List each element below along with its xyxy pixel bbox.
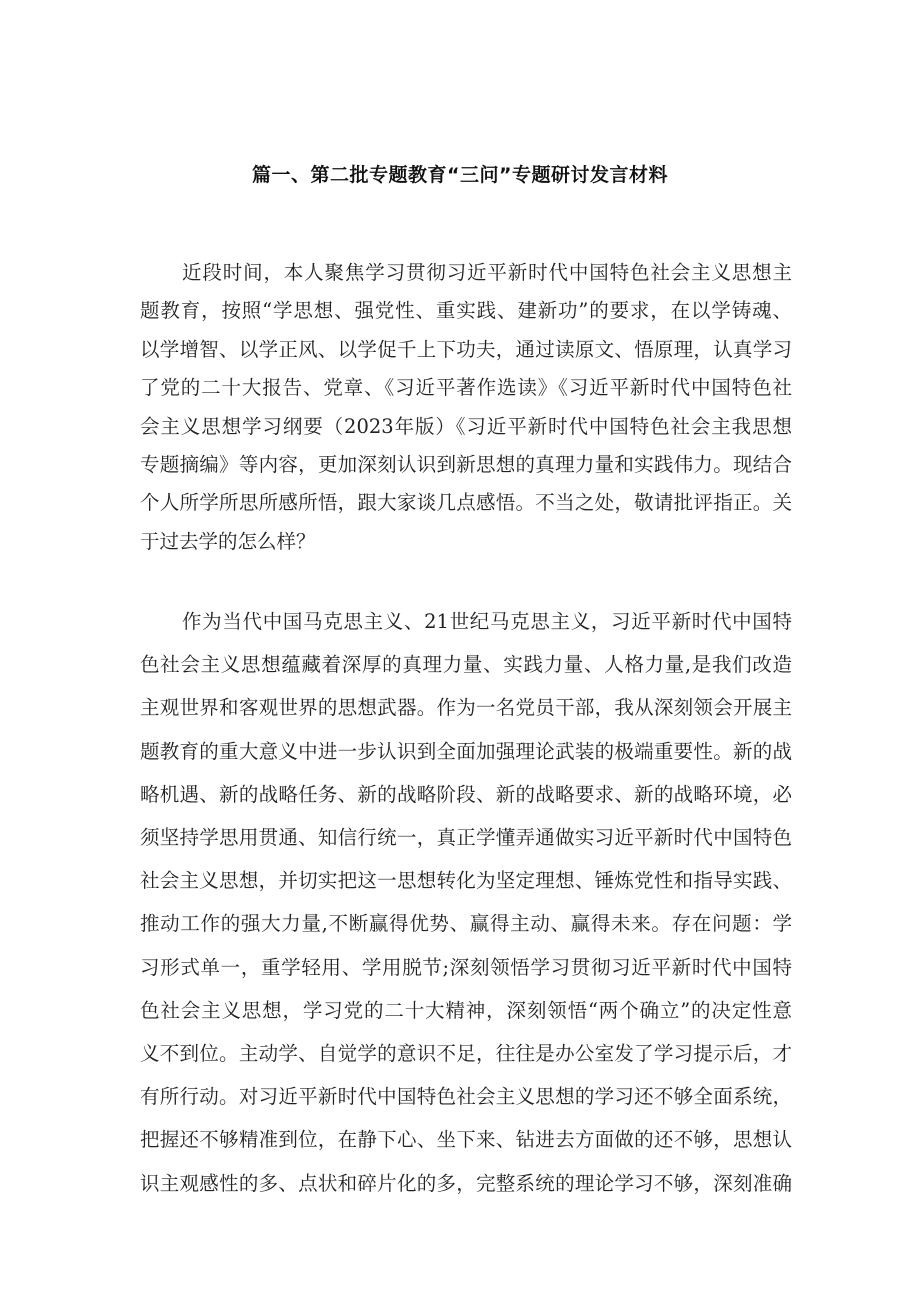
text-line: 了党的二十大报告、党章、《习近平著作选读》《习近平新时代中国特色社 — [140, 376, 792, 400]
text-line: 个人所学所思所感所悟，跟大家谈几点感悟。不当之处，敬请批评指正。关 — [140, 491, 792, 515]
text-line: 须坚持学思用贯通、知信行统一，真正学懂弄通做实习近平新时代中国特色 — [140, 826, 792, 849]
document-title: 篇一、第二批专题教育“三问”专题研讨发言材料 — [252, 164, 668, 186]
text-line: 以学增智、以学正风、以学促千上下功夫，通过读原文、悟原理，认真学习 — [140, 337, 792, 361]
text-line: 色社会主义思想蕴藏着深厚的真理力量、实践力量、人格力量,是我们改造 — [140, 653, 792, 677]
text-line: 推动工作的强大力量,不断赢得优势、赢得主动、赢得未来。存在问题：学 — [140, 912, 792, 936]
text-line: 专题摘编》等内容，更加深刻认识到新思想的真理力量和实践伟力。现结合 — [140, 453, 792, 476]
text-line: 会主义思想学习纲要（2023年版）《习近平新时代中国特色社会主我思想 — [140, 414, 792, 438]
text-line: 义不到位。主动学、自觉学的意识不足，往往是办公室发了学习提示后，才 — [140, 1042, 792, 1065]
text-line: 题教育，按照“学思想、强党性、重实践、建新功”的要求，在以学铸魂、 — [140, 299, 792, 323]
text-line: 有所行动。对习近平新时代中国特色社会主义思想的学习还不够全面系统， — [140, 1085, 792, 1109]
text-line: 把握还不够精准到位，在静下心、坐下来、钻进去方面做的还不够，思想认 — [140, 1128, 792, 1152]
text-line: 社会主义思想，并切实把这一思想转化为坚定理想、锤炼党性和指导实践、 — [140, 869, 792, 893]
text-line: 习形式单一，重学轻用、学用脱节;深刻领悟学习贯彻习近平新时代中国特 — [140, 955, 792, 979]
text-line: 色社会主义思想，学习党的二十大精神，深刻领悟“两个确立”的决定性意 — [140, 998, 792, 1022]
text-line: 作为当代中国马克思主义、21世纪马克思主义，习近平新时代中国特 — [182, 610, 792, 633]
text-line: 于过去学的怎么样？ — [140, 529, 316, 553]
text-line: 主观世界和客观世界的思想武器。作为一名党员干部，我从深刻领会开展主 — [140, 696, 792, 720]
text-line: 识主观感性的多、点状和碎片化的多，完整系统的理论学习不够，深刻准确 — [140, 1171, 792, 1195]
text-line: 略机遇、新的战略任务、新的战略阶段、新的战略要求、新的战略环境，必 — [140, 782, 792, 806]
text-line: 题教育的重大意义中进一步认识到全面加强理论武装的极端重要性。新的战 — [140, 739, 792, 763]
text-line: 近段时间，本人聚焦学习贯彻习近平新时代中国特色社会主义思想主 — [182, 261, 792, 284]
